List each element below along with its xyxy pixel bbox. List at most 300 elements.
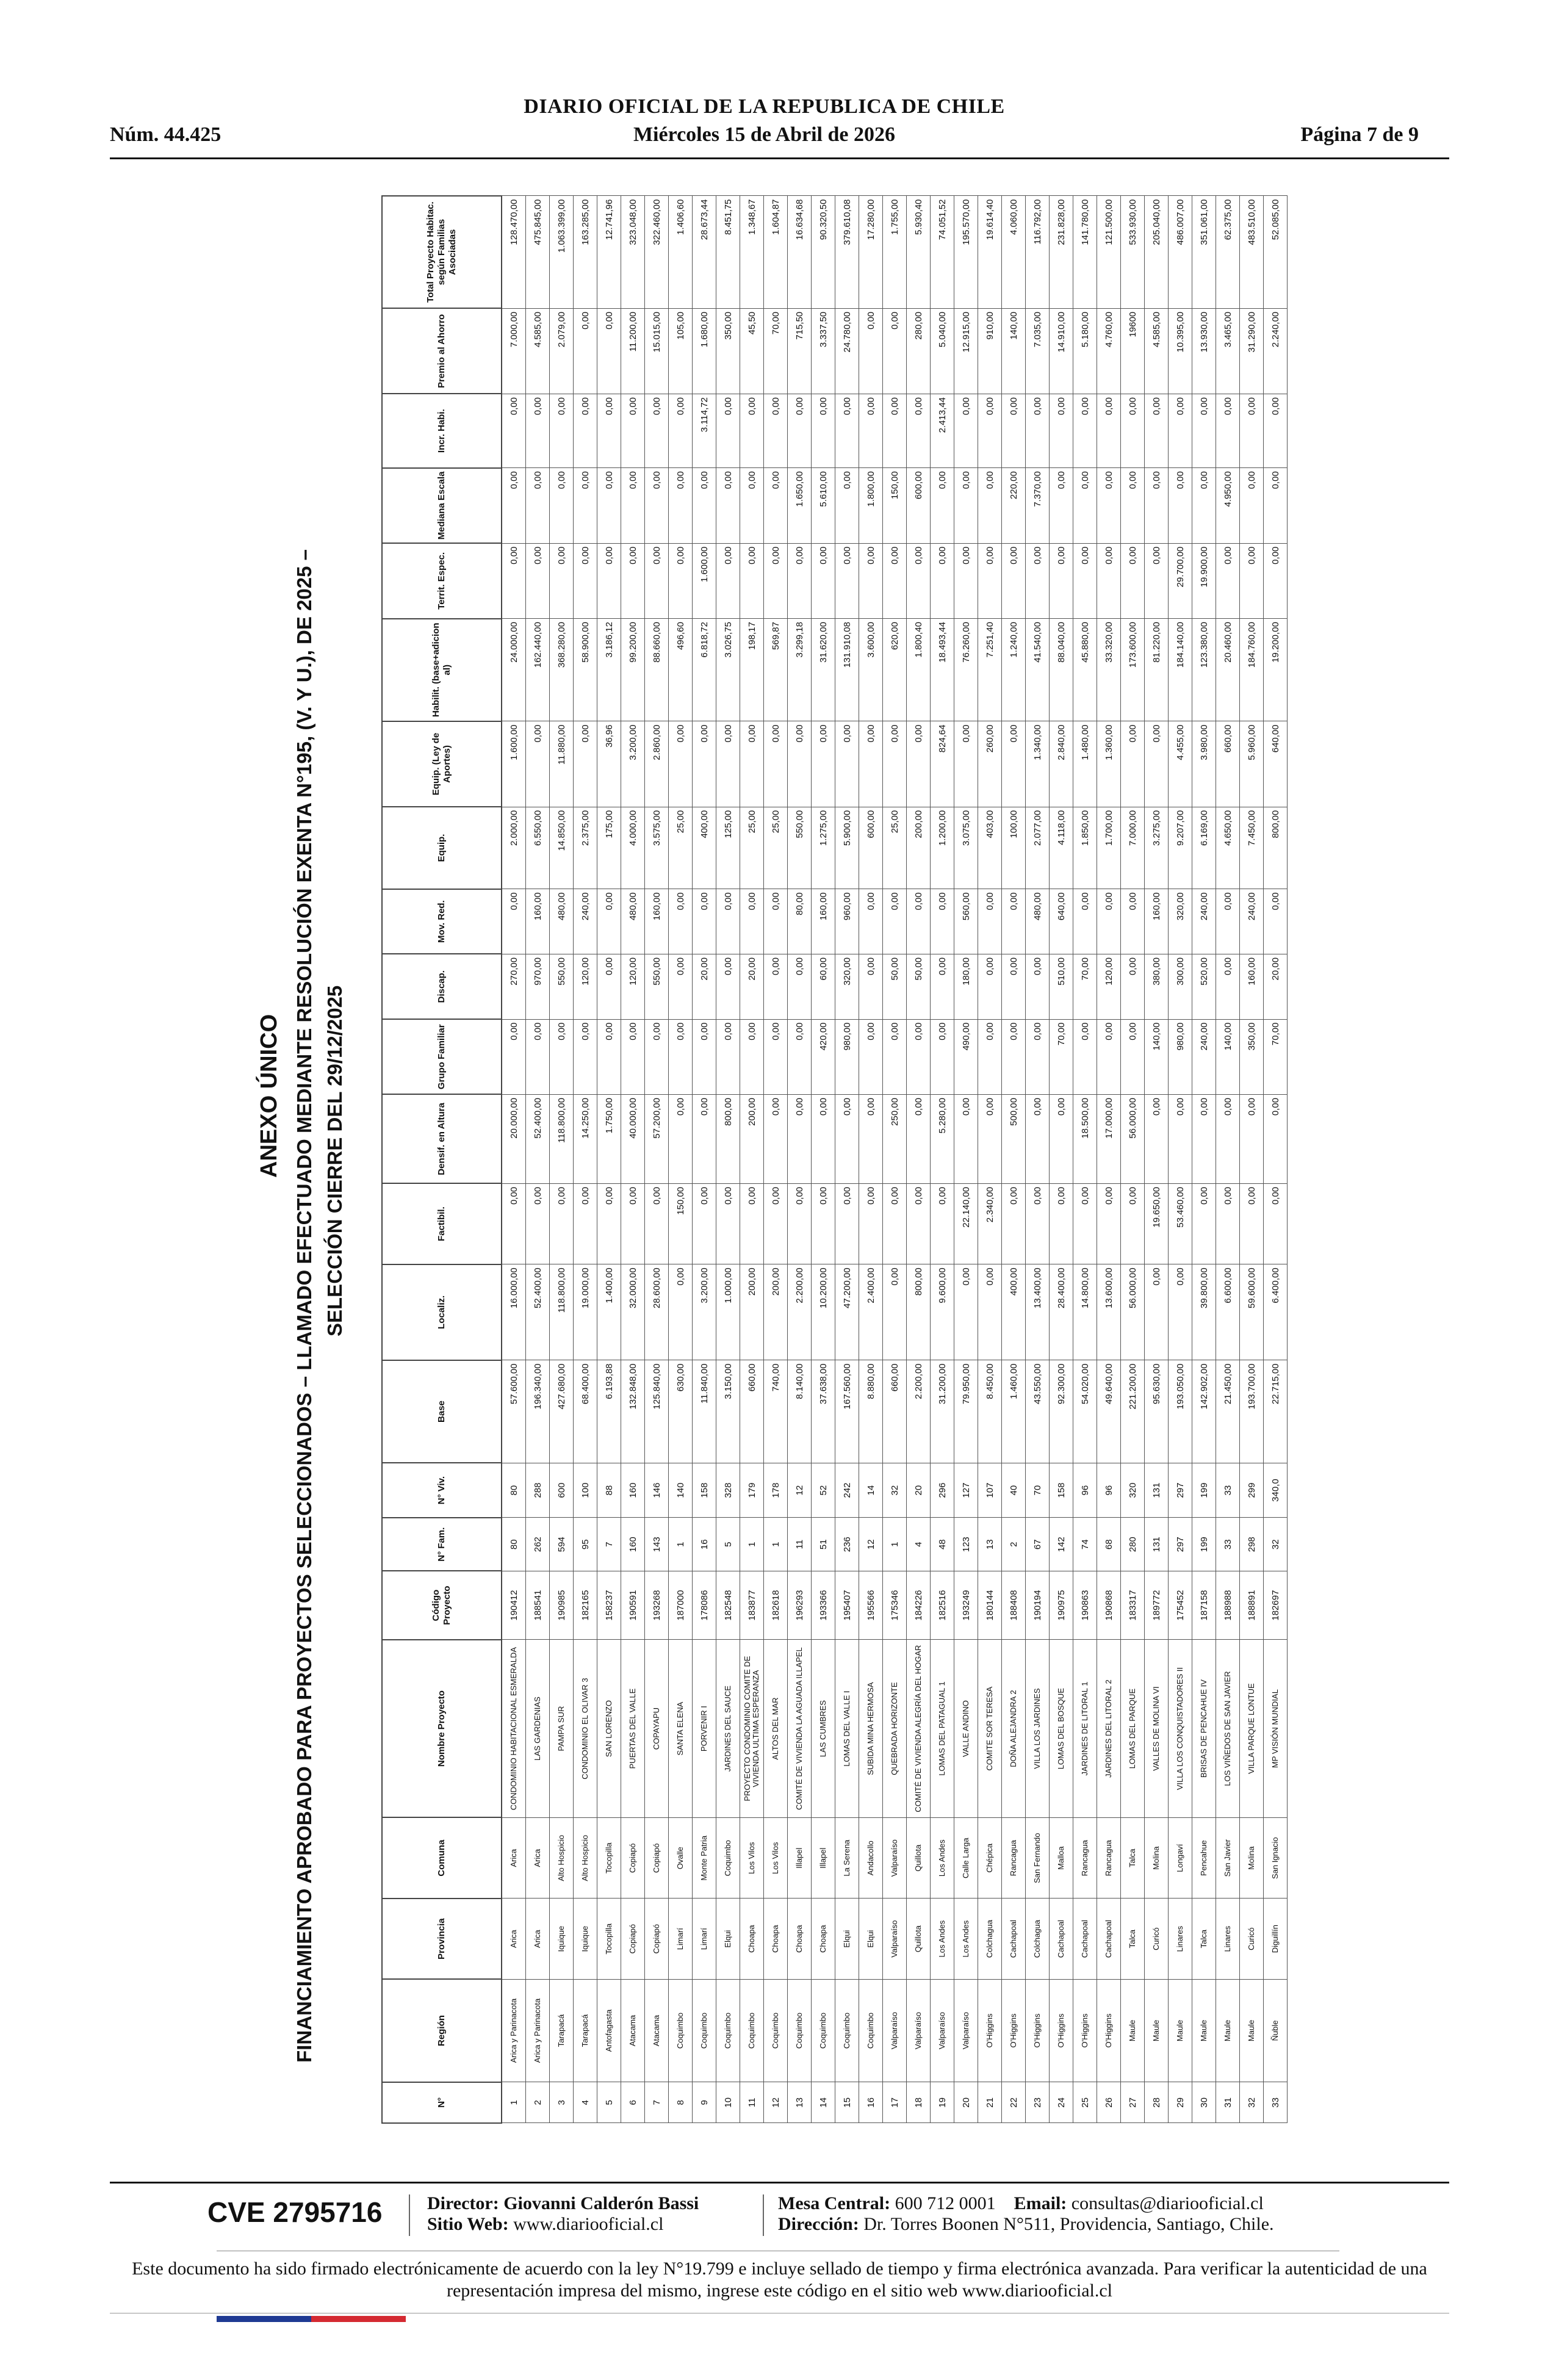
table-cell: 0,00: [835, 468, 859, 543]
table-cell: 0,00: [764, 1183, 788, 1264]
table-cell: 0,00: [931, 954, 954, 1019]
table-row: [1073, 196, 1097, 2123]
table-cell: 187000: [669, 1571, 693, 1640]
table-cell: 0,00: [693, 721, 716, 807]
table-cell: 190194: [1026, 1571, 1050, 1640]
table-cell: 320,00: [1169, 889, 1192, 954]
table-cell: 0,00: [693, 889, 716, 954]
publication-title: DIARIO OFICIAL DE LA REPUBLICA DE CHILE: [524, 95, 1005, 118]
table-cell: O'Higgins: [1050, 1979, 1073, 2082]
table-cell: 52: [812, 1463, 835, 1518]
table-cell: 24.780,00: [835, 308, 859, 394]
table-cell: 0,00: [502, 889, 526, 954]
table-cell: 970,00: [526, 954, 550, 1019]
table-cell: 400,00: [693, 807, 716, 889]
table-cell: 12.915,00: [954, 308, 978, 394]
table-cell: 68: [1097, 1518, 1121, 1571]
address-label: Dirección:: [778, 2214, 859, 2234]
table-cell: 8.451,75: [716, 196, 740, 308]
table-cell: Arica y Parinacota: [502, 1979, 526, 2082]
table-cell: 70,00: [1073, 954, 1097, 1019]
table-cell: 4.585,00: [526, 308, 550, 394]
table-cell: 960,00: [835, 889, 859, 954]
table-cell: 4.585,00: [1145, 308, 1169, 394]
table-cell: 660,00: [883, 1360, 907, 1463]
table-cell: 0,00: [859, 1019, 883, 1094]
table-cell: 520,00: [1192, 954, 1216, 1019]
table-cell: 200,00: [764, 1264, 788, 1360]
table-cell: 0,00: [1121, 954, 1145, 1019]
table-cell: 0,00: [502, 394, 526, 467]
table-cell: 7: [597, 1518, 621, 1571]
table-cell: 13.930,00: [1192, 308, 1216, 394]
table-cell: 22.140,00: [954, 1183, 978, 1264]
table-cell: 0,00: [859, 721, 883, 807]
table-cell: 116.792,00: [1026, 196, 1050, 308]
table-cell: VILLA LOS JARDINES: [1026, 1640, 1050, 1818]
table-cell: 0,00: [954, 394, 978, 467]
table-cell: 107: [978, 1463, 1002, 1518]
table-cell: 1.406,60: [669, 196, 693, 308]
table-cell: 32: [883, 1463, 907, 1518]
table-cell: 4.650,00: [1216, 807, 1240, 889]
table-cell: 0,00: [716, 889, 740, 954]
table-cell: Valparaíso: [931, 1979, 954, 2082]
table-cell: Atacama: [645, 1979, 669, 2082]
column-header: N° Fam.: [382, 1518, 502, 1571]
table-cell: 3.200,00: [693, 1264, 716, 1360]
table-cell: 54.020,00: [1073, 1360, 1097, 1463]
table-cell: 31: [1216, 2082, 1240, 2123]
table-cell: 99.200,00: [621, 619, 645, 721]
table-row: [1145, 196, 1169, 2123]
table-cell: 297: [1169, 1463, 1192, 1518]
table-cell: 27: [1121, 2082, 1145, 2123]
table-cell: 190868: [1097, 1571, 1121, 1640]
table-cell: 18: [907, 2082, 931, 2123]
table-cell: 3.600,00: [859, 619, 883, 721]
table-cell: 6.818,72: [693, 619, 716, 721]
table-cell: 240,00: [1240, 889, 1264, 954]
table-cell: 500,00: [1002, 1094, 1026, 1183]
table-cell: 96: [1097, 1463, 1121, 1518]
table-cell: 17: [883, 2082, 907, 2123]
table-cell: 0,00: [502, 1183, 526, 1264]
table-row: [1264, 196, 1288, 2123]
table-cell: Cachapoal: [1050, 1899, 1073, 1979]
table-cell: Ñuble: [1264, 1979, 1288, 2082]
table-cell: 160,00: [812, 889, 835, 954]
table-cell: Cachapoal: [1002, 1899, 1026, 1979]
table-cell: 0,00: [859, 954, 883, 1019]
table-cell: O'Higgins: [1073, 1979, 1097, 2082]
table-cell: 0,00: [931, 1183, 954, 1264]
table-cell: 45.880,00: [1073, 619, 1097, 721]
table-cell: 195.570,00: [954, 196, 978, 308]
column-header: Base: [382, 1360, 502, 1463]
table-cell: Coquimbo: [669, 1979, 693, 2082]
table-cell: 2.860,00: [645, 721, 669, 807]
table-cell: 0,00: [978, 889, 1002, 954]
table-cell: 0,00: [1097, 889, 1121, 954]
table-cell: 0,00: [597, 1183, 621, 1264]
column-header: Mov. Red.: [382, 889, 502, 954]
table-cell: 188541: [526, 1571, 550, 1640]
table-cell: 0,00: [1240, 1094, 1264, 1183]
table-row: [645, 196, 669, 2123]
table-cell: 4.455,00: [1169, 721, 1192, 807]
table-cell: Cachapoal: [1073, 1899, 1097, 1979]
table-cell: Coquimbo: [693, 1979, 716, 2082]
table-cell: 2.079,00: [550, 308, 574, 394]
table-cell: 0,00: [835, 1094, 859, 1183]
table-cell: 0,00: [1097, 543, 1121, 618]
table-cell: 160,00: [645, 889, 669, 954]
table-row: [716, 196, 740, 2123]
table-cell: 0,00: [716, 1183, 740, 1264]
table-cell: 5.040,00: [931, 308, 954, 394]
table-cell: Choapa: [812, 1899, 835, 1979]
table-cell: 1.340,00: [1026, 721, 1050, 807]
table-cell: 0,00: [931, 543, 954, 618]
table-cell: 0,00: [1026, 1183, 1050, 1264]
table-cell: 1.360,00: [1097, 721, 1121, 807]
table-cell: 0,00: [1216, 1094, 1240, 1183]
column-header: Localiz.: [382, 1264, 502, 1360]
table-cell: 23: [1026, 2082, 1050, 2123]
table-cell: PROYECTO CONDOMINIO COMITE DE VIVIENDA ULTIMA ESPERANZA: [740, 1640, 764, 1818]
table-cell: 824,64: [931, 721, 954, 807]
table-cell: 0,00: [574, 468, 597, 543]
table-cell: 4.118,00: [1050, 807, 1073, 889]
table-cell: 12: [764, 2082, 788, 2123]
table-cell: 0,00: [931, 468, 954, 543]
table-cell: 0,00: [764, 468, 788, 543]
table-cell: 5: [597, 2082, 621, 2123]
table-cell: 49.640,00: [1097, 1360, 1121, 1463]
table-cell: 0,00: [1121, 889, 1145, 954]
table-cell: 3.200,00: [621, 721, 645, 807]
table-cell: 328: [716, 1463, 740, 1518]
table-cell: 0,00: [740, 889, 764, 954]
table-cell: 14.800,00: [1073, 1264, 1097, 1360]
table-cell: 14: [859, 1463, 883, 1518]
table-cell: COMITE SOR TERESA: [978, 1640, 1002, 1818]
table-cell: 351.061,00: [1192, 196, 1216, 308]
table-cell: 190975: [1050, 1571, 1073, 1640]
table-cell: 29: [1169, 2082, 1192, 2123]
table-cell: DOÑA ALEJANDRA 2: [1002, 1640, 1026, 1818]
table-cell: 0,00: [978, 468, 1002, 543]
table-cell: Atacama: [621, 1979, 645, 2082]
table-cell: 420,00: [812, 1019, 835, 1094]
table-cell: 88.660,00: [645, 619, 669, 721]
table-cell: COMITÉ DE VIVIENDA LA AGUADA ILLAPEL: [788, 1640, 812, 1818]
table-cell: 13.400,00: [1026, 1264, 1050, 1360]
table-cell: 140,00: [1002, 308, 1026, 394]
table-cell: 0,00: [883, 543, 907, 618]
table-row: [597, 196, 621, 2123]
table-cell: 95: [574, 1518, 597, 1571]
table-cell: 640,00: [1050, 889, 1073, 954]
table-cell: 70,00: [1264, 1019, 1288, 1094]
table-cell: 480,00: [550, 889, 574, 954]
table-row: [526, 196, 550, 2123]
table-cell: 715,50: [788, 308, 812, 394]
table-cell: 0,00: [978, 394, 1002, 467]
table-cell: 240,00: [1192, 889, 1216, 954]
table-cell: 41.540,00: [1026, 619, 1050, 721]
table-cell: San Javier: [1216, 1818, 1240, 1899]
table-cell: 0,00: [669, 954, 693, 1019]
table-cell: Pencahue: [1192, 1818, 1216, 1899]
table-cell: 0,00: [1121, 1019, 1145, 1094]
table-cell: 200,00: [740, 1264, 764, 1360]
table-cell: Malloa: [1050, 1818, 1073, 1899]
table-cell: 60,00: [812, 954, 835, 1019]
table-cell: 0,00: [526, 721, 550, 807]
table-cell: Arica: [502, 1818, 526, 1899]
table-cell: 43.550,00: [1026, 1360, 1050, 1463]
table-row: [1169, 196, 1192, 2123]
page-header: [110, 92, 1419, 153]
table-cell: 16.634,68: [788, 196, 812, 308]
column-header: Equip.: [382, 807, 502, 889]
email-link[interactable]: consultas@diariooficial.cl: [1071, 2193, 1264, 2213]
table-cell: 0,00: [1169, 1264, 1192, 1360]
table-row: [1097, 196, 1121, 2123]
table-cell: 95.630,00: [1145, 1360, 1169, 1463]
table-cell: 180,00: [954, 954, 978, 1019]
table-cell: 90.320,50: [812, 196, 835, 308]
table-cell: 25,00: [883, 807, 907, 889]
cve-code: CVE 2795716: [207, 2196, 383, 2228]
table-cell: 1.275,00: [812, 807, 835, 889]
table-cell: Tarapacá: [574, 1979, 597, 2082]
table-cell: 21.450,00: [1216, 1360, 1240, 1463]
table-cell: Rancagua: [1097, 1818, 1121, 1899]
table-cell: 0,00: [1264, 889, 1288, 954]
column-header: Nombre Proyecto: [382, 1640, 502, 1818]
table-cell: 1.700,00: [1097, 807, 1121, 889]
table-cell: 0,00: [931, 1019, 954, 1094]
table-cell: 0,00: [1050, 1094, 1073, 1183]
table-cell: LOMAS DEL PARQUE: [1121, 1640, 1145, 1818]
table-cell: 0,00: [716, 468, 740, 543]
table-cell: 47.200,00: [835, 1264, 859, 1360]
table-cell: Valparaíso: [883, 1818, 907, 1899]
table-cell: 475.845,00: [526, 196, 550, 308]
table-cell: 0,00: [597, 308, 621, 394]
table-cell: 25,00: [669, 807, 693, 889]
table-cell: 140,00: [1216, 1019, 1240, 1094]
table-cell: 183877: [740, 1571, 764, 1640]
table-cell: 182516: [931, 1571, 954, 1640]
table-cell: 14.850,00: [550, 807, 574, 889]
table-cell: 162.440,00: [526, 619, 550, 721]
table-cell: 205.040,00: [1145, 196, 1169, 308]
table-cell: 12: [859, 1518, 883, 1571]
table-cell: 8.450,00: [978, 1360, 1002, 1463]
table-cell: 4.950,00: [1216, 468, 1240, 543]
table-cell: 220,00: [1002, 468, 1026, 543]
table-cell: 0,00: [907, 1019, 931, 1094]
table-cell: 57.600,00: [502, 1360, 526, 1463]
table-cell: 160: [621, 1518, 645, 1571]
table-cell: 193366: [812, 1571, 835, 1640]
table-cell: 167.560,00: [835, 1360, 859, 1463]
table-cell: 189772: [1145, 1571, 1169, 1640]
table-cell: 0,00: [1002, 1183, 1026, 1264]
table-cell: 0,00: [1097, 394, 1121, 467]
table-cell: 0,00: [1073, 889, 1097, 954]
table-cell: 0,00: [883, 1019, 907, 1094]
table-cell: 5.180,00: [1073, 308, 1097, 394]
table-cell: 594: [550, 1518, 574, 1571]
table-cell: LAS GARDENIAS: [526, 1640, 550, 1818]
table-cell: 118.800,00: [550, 1264, 574, 1360]
table-cell: 0,00: [1026, 1019, 1050, 1094]
table-cell: 0,00: [716, 543, 740, 618]
table-cell: 8.140,00: [788, 1360, 812, 1463]
website-link[interactable]: www.diariooficial.cl: [513, 2214, 664, 2234]
table-cell: 190985: [550, 1571, 574, 1640]
table-cell: JARDINES DEL LITORAL 2: [1097, 1640, 1121, 1818]
table-cell: 199: [1192, 1518, 1216, 1571]
table-cell: 7.000,00: [1121, 807, 1145, 889]
table-cell: 32.000,00: [621, 1264, 645, 1360]
table-cell: 0,00: [883, 889, 907, 954]
table-cell: 280: [1121, 1518, 1145, 1571]
column-header: Incr. Habi.: [382, 394, 502, 467]
table-cell: 187158: [1192, 1571, 1216, 1640]
table-cell: 88: [597, 1463, 621, 1518]
table-cell: 0,00: [788, 1183, 812, 1264]
table-cell: 7.450,00: [1240, 807, 1264, 889]
table-cell: 0,00: [669, 1094, 693, 1183]
table-row: [1216, 196, 1240, 2123]
table-row: [931, 196, 954, 2123]
table-cell: 146: [645, 1463, 669, 1518]
table-cell: 180144: [978, 1571, 1002, 1640]
table-cell: 28: [1145, 2082, 1169, 2123]
table-cell: 142.902,00: [1192, 1360, 1216, 1463]
table-cell: 0,00: [740, 1019, 764, 1094]
table-cell: 31.620,00: [812, 619, 835, 721]
table-cell: Coquimbo: [812, 1979, 835, 2082]
table-cell: 160,00: [526, 889, 550, 954]
table-cell: 0,00: [859, 543, 883, 618]
table-cell: 158: [693, 1463, 716, 1518]
table-cell: 120,00: [1097, 954, 1121, 1019]
column-header: Total Proyecto Habitac. según Familias Asociadas: [382, 196, 502, 308]
table-cell: Tocopilla: [597, 1899, 621, 1979]
table-cell: 0,00: [835, 543, 859, 618]
table-cell: LOMAS DEL PATAGUAL 1: [931, 1640, 954, 1818]
table-cell: 0,00: [740, 394, 764, 467]
table-cell: 3.299,18: [788, 619, 812, 721]
table-cell: 28.600,00: [645, 1264, 669, 1360]
table-cell: 260,00: [978, 721, 1002, 807]
table-cell: JARDINES DEL SAUCE: [716, 1640, 740, 1818]
table-cell: 640,00: [1264, 721, 1288, 807]
table-cell: 1: [669, 1518, 693, 1571]
table-cell: Illapel: [788, 1818, 812, 1899]
table-cell: 1.480,00: [1073, 721, 1097, 807]
table-cell: 1.680,00: [693, 308, 716, 394]
table-row: [550, 196, 574, 2123]
table-cell: 4: [574, 2082, 597, 2123]
table-cell: BRISAS DE PENCAHUE IV: [1192, 1640, 1216, 1818]
table-cell: 141.780,00: [1073, 196, 1097, 308]
table-cell: 53.460,00: [1169, 1183, 1192, 1264]
table-cell: 20,00: [693, 954, 716, 1019]
table-cell: 0,00: [526, 1019, 550, 1094]
table-cell: 0,00: [1121, 543, 1145, 618]
projects-table-container: [381, 195, 1382, 2124]
table-cell: 0,00: [1264, 394, 1288, 467]
table-cell: Antofagasta: [597, 1979, 621, 2082]
table-cell: 400,00: [1002, 1264, 1026, 1360]
table-cell: 0,00: [764, 1094, 788, 1183]
table-cell: 0,00: [1145, 721, 1169, 807]
table-cell: 13: [978, 1518, 1002, 1571]
column-header: Territ. Espec.: [382, 543, 502, 618]
table-cell: SAN LORENZO: [597, 1640, 621, 1818]
table-cell: 80: [502, 1463, 526, 1518]
table-cell: 1.460,00: [1002, 1360, 1026, 1463]
table-cell: 980,00: [835, 1019, 859, 1094]
table-cell: 9.600,00: [931, 1264, 954, 1360]
table-cell: 0,00: [693, 1183, 716, 1264]
table-cell: 0,00: [1121, 468, 1145, 543]
table-cell: O'Higgins: [1002, 1979, 1026, 2082]
table-cell: 0,00: [621, 1183, 645, 1264]
table-cell: 427.680,00: [550, 1360, 574, 1463]
table-cell: 48: [931, 1518, 954, 1571]
publication-date: Miércoles 15 de Abril de 2026: [633, 123, 896, 146]
table-cell: Choapa: [764, 1899, 788, 1979]
table-cell: Illapel: [812, 1818, 835, 1899]
table-cell: 0,00: [550, 468, 574, 543]
table-cell: 67: [1026, 1518, 1050, 1571]
table-cell: 121.500,00: [1097, 196, 1121, 308]
table-cell: 4: [907, 1518, 931, 1571]
signature-notice: Este documento ha sido firmado electrónicamente de acuerdo con la ley N°19.799 e incluye sellado de tiempo y firma electrónica avanzada. Para verificar la autenticidad de una representación impresa del mismo, ingrese este código en el sitio web www.diariooficial.cl: [132, 2259, 1427, 2301]
table-cell: 31.200,00: [931, 1360, 954, 1463]
table-cell: 236: [835, 1518, 859, 1571]
table-cell: 0,00: [883, 1264, 907, 1360]
table-cell: 0,00: [669, 468, 693, 543]
table-cell: 288: [526, 1463, 550, 1518]
table-row: [907, 196, 931, 2123]
table-row: [1240, 196, 1264, 2123]
table-cell: 80,00: [788, 889, 812, 954]
column-header: Mediana Escala: [382, 468, 502, 543]
table-cell: 0,00: [669, 721, 693, 807]
table-cell: 3.575,00: [645, 807, 669, 889]
footer-divider: [763, 2194, 764, 2236]
column-header: Provincia: [382, 1899, 502, 1979]
table-cell: Maule: [1216, 1979, 1240, 2082]
table-cell: 0,00: [645, 1019, 669, 1094]
table-cell: QUEBRADA HORIZONTE: [883, 1640, 907, 1818]
table-cell: 0,00: [550, 1019, 574, 1094]
table-cell: COPAYAPU: [645, 1640, 669, 1818]
table-cell: 0,00: [1216, 394, 1240, 467]
table-cell: 18.493,44: [931, 619, 954, 721]
table-cell: 0,00: [764, 543, 788, 618]
